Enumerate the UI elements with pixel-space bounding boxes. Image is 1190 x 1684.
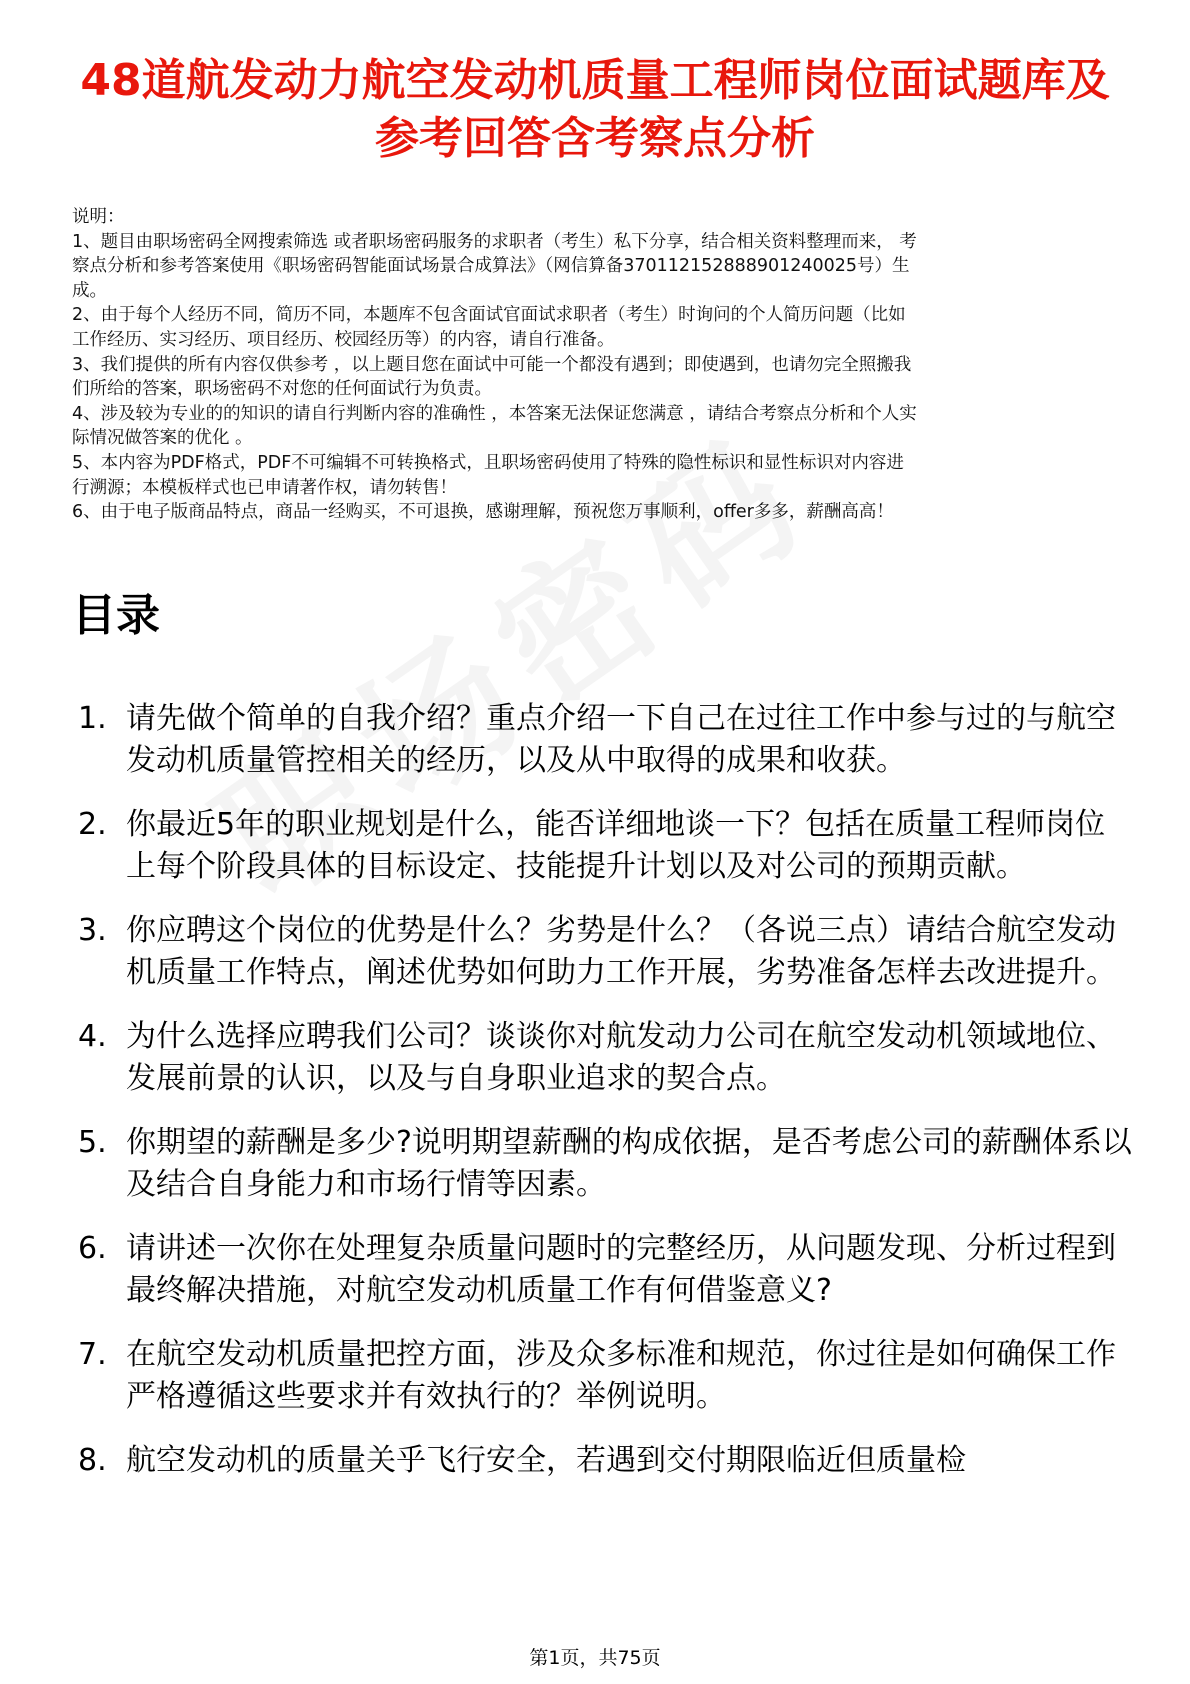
notes-line: 察点分析和参考答案使用《职场密码智能面试场景合成算法》（网信算备370112152888901240025号）生: [72, 256, 910, 277]
toc-item[interactable]: [72, 910, 1134, 993]
toc-item[interactable]: [72, 804, 1134, 887]
notes-line: 5、本内容为PDF格式，PDF不可编辑不可转换格式，且职场密码使用了特殊的隐性标识和显性标识对内容进: [72, 452, 904, 473]
toc-item[interactable]: [72, 1440, 1134, 1482]
toc-item[interactable]: [72, 1122, 1134, 1205]
toc-item[interactable]: [72, 1228, 1134, 1311]
notes-line: 行溯源；本模板样式也已申请著作权，请勿转售！: [72, 477, 457, 498]
notes-section: [72, 205, 1118, 525]
toc-heading: 目录: [72, 590, 160, 641]
notes-line: 2、由于每个人经历不同，简历不同，本题库不包含面试官面试求职者（考生）时询问的个人简历问题（比如: [72, 305, 906, 326]
page-title: 48道航发动力航空发动机质量工程师岗位面试题库及参考回答含考察点分析: [80, 55, 1110, 164]
toc-item-number: 5.: [78, 1125, 107, 1160]
toc-item-number: 3.: [78, 913, 107, 948]
toc-item[interactable]: [72, 1016, 1134, 1099]
notes-line: 工作经历、实习经历、项目经历、校园经历等）的内容，请自行准备。: [72, 329, 615, 350]
notes-line: 成。: [72, 280, 107, 301]
toc-item-text: 你期望的薪酬是多少?说明期望薪酬的构成依据，是否考虑公司的薪酬体系以及结合自身能力和市场行情等因素。: [126, 1125, 1132, 1202]
toc-item-text: 请讲述一次你在处理复杂质量问题时的完整经历，从问题发现、分析过程到最终解决措施，对航空发动机质量工作有何借鉴意义?: [126, 1231, 1116, 1308]
toc-item-number: 7.: [78, 1337, 107, 1372]
toc-item[interactable]: [72, 698, 1134, 781]
notes-line: 3、我们提供的所有内容仅供参考 ，以上题目您在面试中可能一个都没有遇到；即使遇到，也请勿完全照搬我: [72, 354, 912, 375]
toc-item-number: 4.: [78, 1019, 107, 1054]
notes-line: 6、由于电子版商品特点，商品一经购买，不可退换，感谢理解，预祝您万事顺利，offer多多，薪酬高高！: [72, 502, 894, 523]
toc-item-text: 你最近5年的职业规划是什么，能否详细地谈一下？包括在质量工程师岗位上每个阶段具体的目标设定、技能提升计划以及对公司的预期贡献。: [126, 807, 1106, 884]
notes-line: 1、题目由职场密码全网搜索筛选 或者职场密码服务的求职者（考生）私下分享，结合相关资料整理而来， 考: [72, 231, 917, 252]
toc-item-text: 航空发动机的质量关乎飞行安全，若遇到交付期限临近但质量检: [126, 1443, 966, 1478]
toc-item-number: 1.: [78, 701, 107, 736]
notes-heading: 说明：: [72, 207, 125, 227]
toc-item[interactable]: [72, 1334, 1134, 1417]
notes-line: 际情况做答案的优化 。: [72, 428, 253, 449]
toc-item-number: 8.: [78, 1443, 107, 1478]
toc-list: [72, 698, 1134, 1505]
toc-item-text: 请先做个简单的自我介绍？重点介绍一下自己在过往工作中参与过的与航空发动机质量管控相关的经历，以及从中取得的成果和收获。: [126, 701, 1116, 778]
notes-line: 们所给的答案，职场密码不对您的任何面试行为负责。: [72, 379, 492, 400]
toc-item-number: 6.: [78, 1231, 107, 1266]
toc-item-number: 2.: [78, 807, 107, 842]
toc-item-text: 在航空发动机质量把控方面，涉及众多标准和规范，你过往是如何确保工作严格遵循这些要求并有效执行的？举例说明。: [126, 1337, 1116, 1414]
notes-line: 4、涉及较为专业的的知识的请自行判断内容的准确性 ，本答案无法保证您满意 ，请结合考察点分析和个人实: [72, 403, 917, 424]
toc-item-text: 你应聘这个岗位的优势是什么？劣势是什么？（各说三点）请结合航空发动机质量工作特点，阐述优势如何助力工作开展，劣势准备怎样去改进提升。: [126, 913, 1116, 990]
page-footer: 第1页，共75页: [529, 1647, 661, 1669]
toc-item-text: 为什么选择应聘我们公司？谈谈你对航发动力公司在航空发动机领域地位、发展前景的认识，以及与自身职业追求的契合点。: [126, 1019, 1116, 1096]
